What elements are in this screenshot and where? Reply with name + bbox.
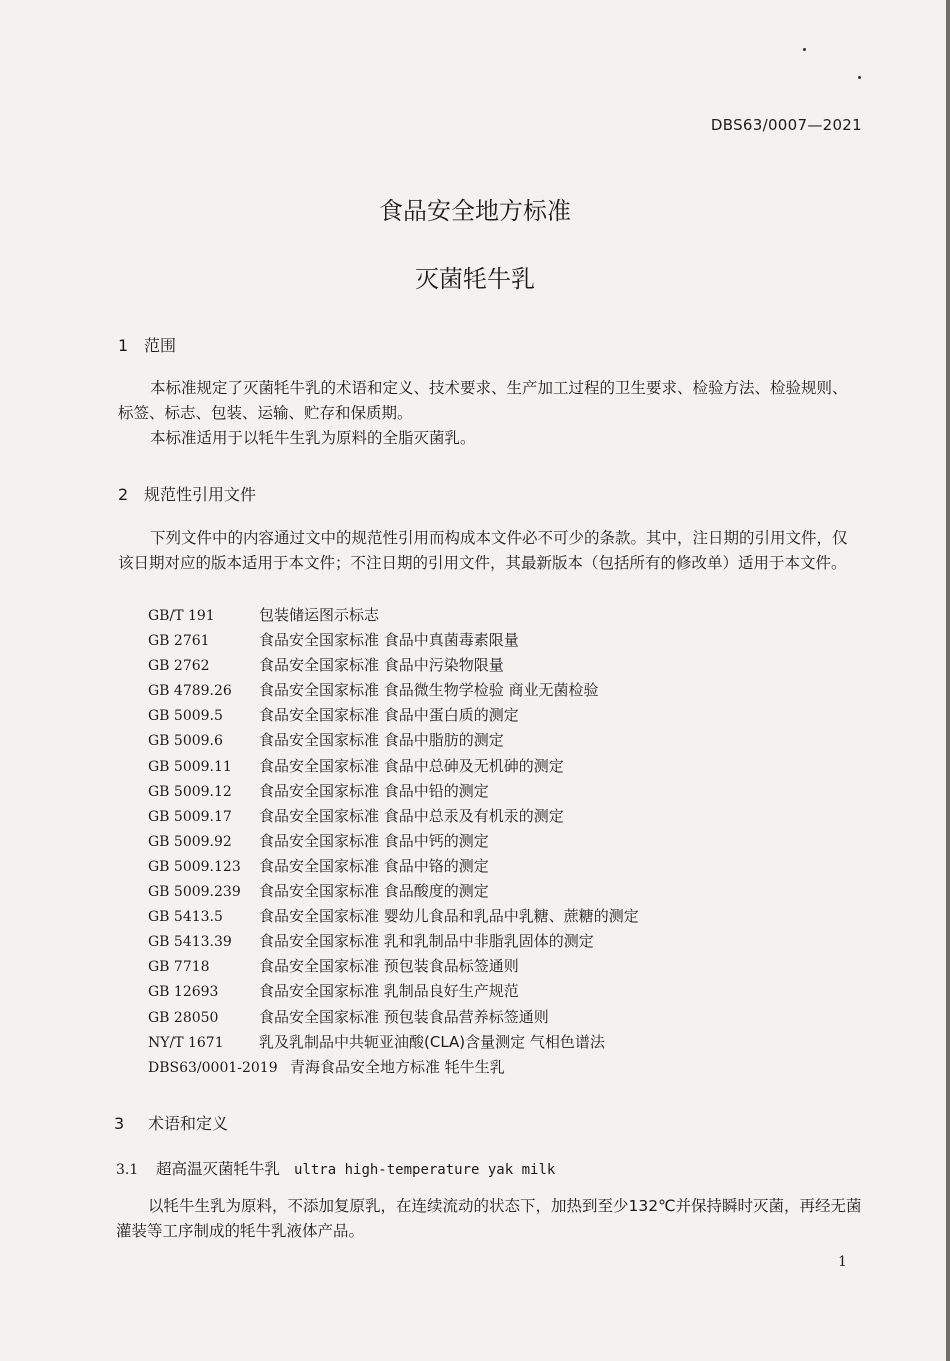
reference-code: GB 5009.239 — [148, 884, 241, 901]
standard-code: DBS63/0007—2021 — [710, 116, 862, 134]
section-number: 3 — [114, 1114, 125, 1133]
section-heading-normative — [118, 482, 256, 505]
reference-title: 食品安全国家标准 食品中总汞及有机汞的测定 — [259, 806, 564, 825]
definition-text: 以牦牛生乳为原料，不添加复原乳，在连续流动的状态下，加热到至少132℃并保持瞬时灭菌，再经无菌灌装等工序制成的牦牛乳液体产品。 — [116, 1197, 862, 1240]
reference-item — [148, 979, 639, 1004]
reference-title: 食品安全国家标准 乳和乳制品中非脂乳固体的测定 — [259, 932, 594, 951]
definition-term-cn: 超高温灭菌牦牛乳 — [156, 1160, 281, 1178]
reference-title: 食品安全国家标准 预包装食品营养标签通则 — [259, 1007, 549, 1026]
reference-code: GB/T 191 — [148, 608, 215, 624]
section-heading-scope — [118, 333, 176, 356]
reference-title: 食品安全国家标准 预包装食品标签通则 — [259, 957, 519, 976]
reference-code: GB 5009.6 — [148, 733, 223, 750]
reference-item — [148, 678, 639, 703]
reference-code: GB 28050 — [148, 1009, 219, 1026]
section-title: 规范性引用文件 — [144, 485, 257, 504]
reference-item — [148, 854, 639, 879]
reference-item — [148, 728, 639, 753]
reference-item — [148, 754, 639, 779]
reference-item — [148, 779, 639, 804]
reference-title: 食品安全国家标准 食品中铅的测定 — [259, 781, 489, 800]
reference-code: GB 5009.92 — [148, 833, 232, 850]
reference-code: GB 5009.5 — [148, 708, 223, 725]
reference-item — [148, 628, 639, 653]
reference-title: 食品安全国家标准 食品中蛋白质的测定 — [259, 706, 519, 725]
page-number: 1 — [838, 1254, 847, 1270]
reference-title: 青海食品安全地方标准 牦牛生乳 — [290, 1057, 505, 1076]
normative-intro-text: 下列文件中的内容通过文中的规范性引用而构成本文件必不可少的条款。其中，注日期的引用文件，仅该日期对应的版本适用于本文件；不注日期的引用文件，其最新版本（包括所有的修改单）适用于本文件。 — [118, 529, 848, 572]
reference-title: 包装储运图示标志 — [259, 606, 380, 624]
reference-item — [148, 954, 639, 979]
scope-paragraph-1: 本标准规定了灭菌牦牛乳的术语和定义、技术要求、生产加工过程的卫生要求、检验方法、检验规则、标签、标志、包装、运输、贮存和保质期。 — [118, 379, 848, 422]
reference-item — [148, 1055, 639, 1080]
reference-title: 食品安全国家标准 食品中污染物限量 — [259, 656, 504, 675]
reference-item — [148, 904, 639, 929]
section-number: 1 — [118, 336, 129, 355]
reference-title: 食品安全国家标准 食品中真菌毒素限量 — [259, 631, 519, 650]
reference-code: GB 2762 — [148, 658, 210, 675]
reference-item — [148, 829, 639, 854]
scan-speck — [858, 76, 861, 79]
reference-title: 食品安全国家标准 食品中总砷及无机砷的测定 — [259, 756, 564, 775]
normative-intro — [118, 526, 862, 576]
reference-item — [148, 1030, 639, 1055]
reference-code: GB 12693 — [148, 984, 219, 1001]
reference-item — [148, 653, 639, 678]
scan-speck — [803, 48, 806, 51]
reference-title: 食品安全国家标准 婴幼儿食品和乳品中乳糖、蔗糖的测定 — [259, 907, 639, 926]
reference-title: 食品安全国家标准 食品中脂肪的测定 — [259, 731, 504, 750]
reference-code: DBS63/0001-2019 — [148, 1059, 278, 1076]
definition-heading — [116, 1157, 555, 1179]
reference-code: GB 7718 — [148, 959, 210, 976]
document-subtitle: 灭菌牦牛乳 — [415, 265, 535, 293]
reference-item — [148, 804, 639, 829]
section-title: 术语和定义 — [148, 1114, 229, 1133]
scope-text — [118, 376, 862, 451]
section-number: 2 — [118, 485, 129, 504]
reference-code: GB 4789.26 — [148, 683, 232, 700]
scope-paragraph-2: 本标准适用于以牦牛生乳为原料的全脂灭菌乳。 — [150, 429, 476, 447]
reference-list — [148, 603, 639, 1080]
reference-title: 食品安全国家标准 乳制品良好生产规范 — [259, 982, 519, 1001]
reference-code: GB 2761 — [148, 633, 210, 650]
reference-code: NY/T 1671 — [148, 1034, 224, 1051]
section-title: 范围 — [144, 336, 177, 355]
reference-title: 食品安全国家标准 食品酸度的测定 — [259, 882, 489, 901]
reference-item — [148, 1005, 639, 1030]
reference-code: GB 5413.39 — [148, 934, 232, 951]
reference-item — [148, 879, 639, 904]
reference-item — [148, 929, 639, 954]
reference-code: GB 5009.17 — [148, 808, 232, 825]
reference-code: GB 5009.11 — [148, 758, 232, 775]
reference-title: 乳及乳制品中共轭亚油酸(CLA)含量测定 气相色谱法 — [259, 1032, 605, 1051]
reference-title: 食品安全国家标准 食品中铬的测定 — [259, 856, 489, 875]
document-title: 食品安全地方标准 — [379, 197, 571, 225]
reference-code: GB 5009.12 — [148, 783, 232, 800]
definition-number: 3.1 — [116, 1162, 139, 1178]
reference-title: 食品安全国家标准 食品中钙的测定 — [259, 831, 489, 850]
reference-code: GB 5413.5 — [148, 909, 223, 926]
reference-title: 食品安全国家标准 食品微生物学检验 商业无菌检验 — [259, 681, 599, 700]
reference-code: GB 5009.123 — [148, 858, 241, 875]
definition-term-en: ultra high-temperature yak milk — [294, 1162, 556, 1178]
definition-text-block — [116, 1194, 864, 1244]
reference-item — [148, 603, 639, 628]
reference-item — [148, 703, 639, 728]
section-heading-definitions — [114, 1111, 228, 1134]
